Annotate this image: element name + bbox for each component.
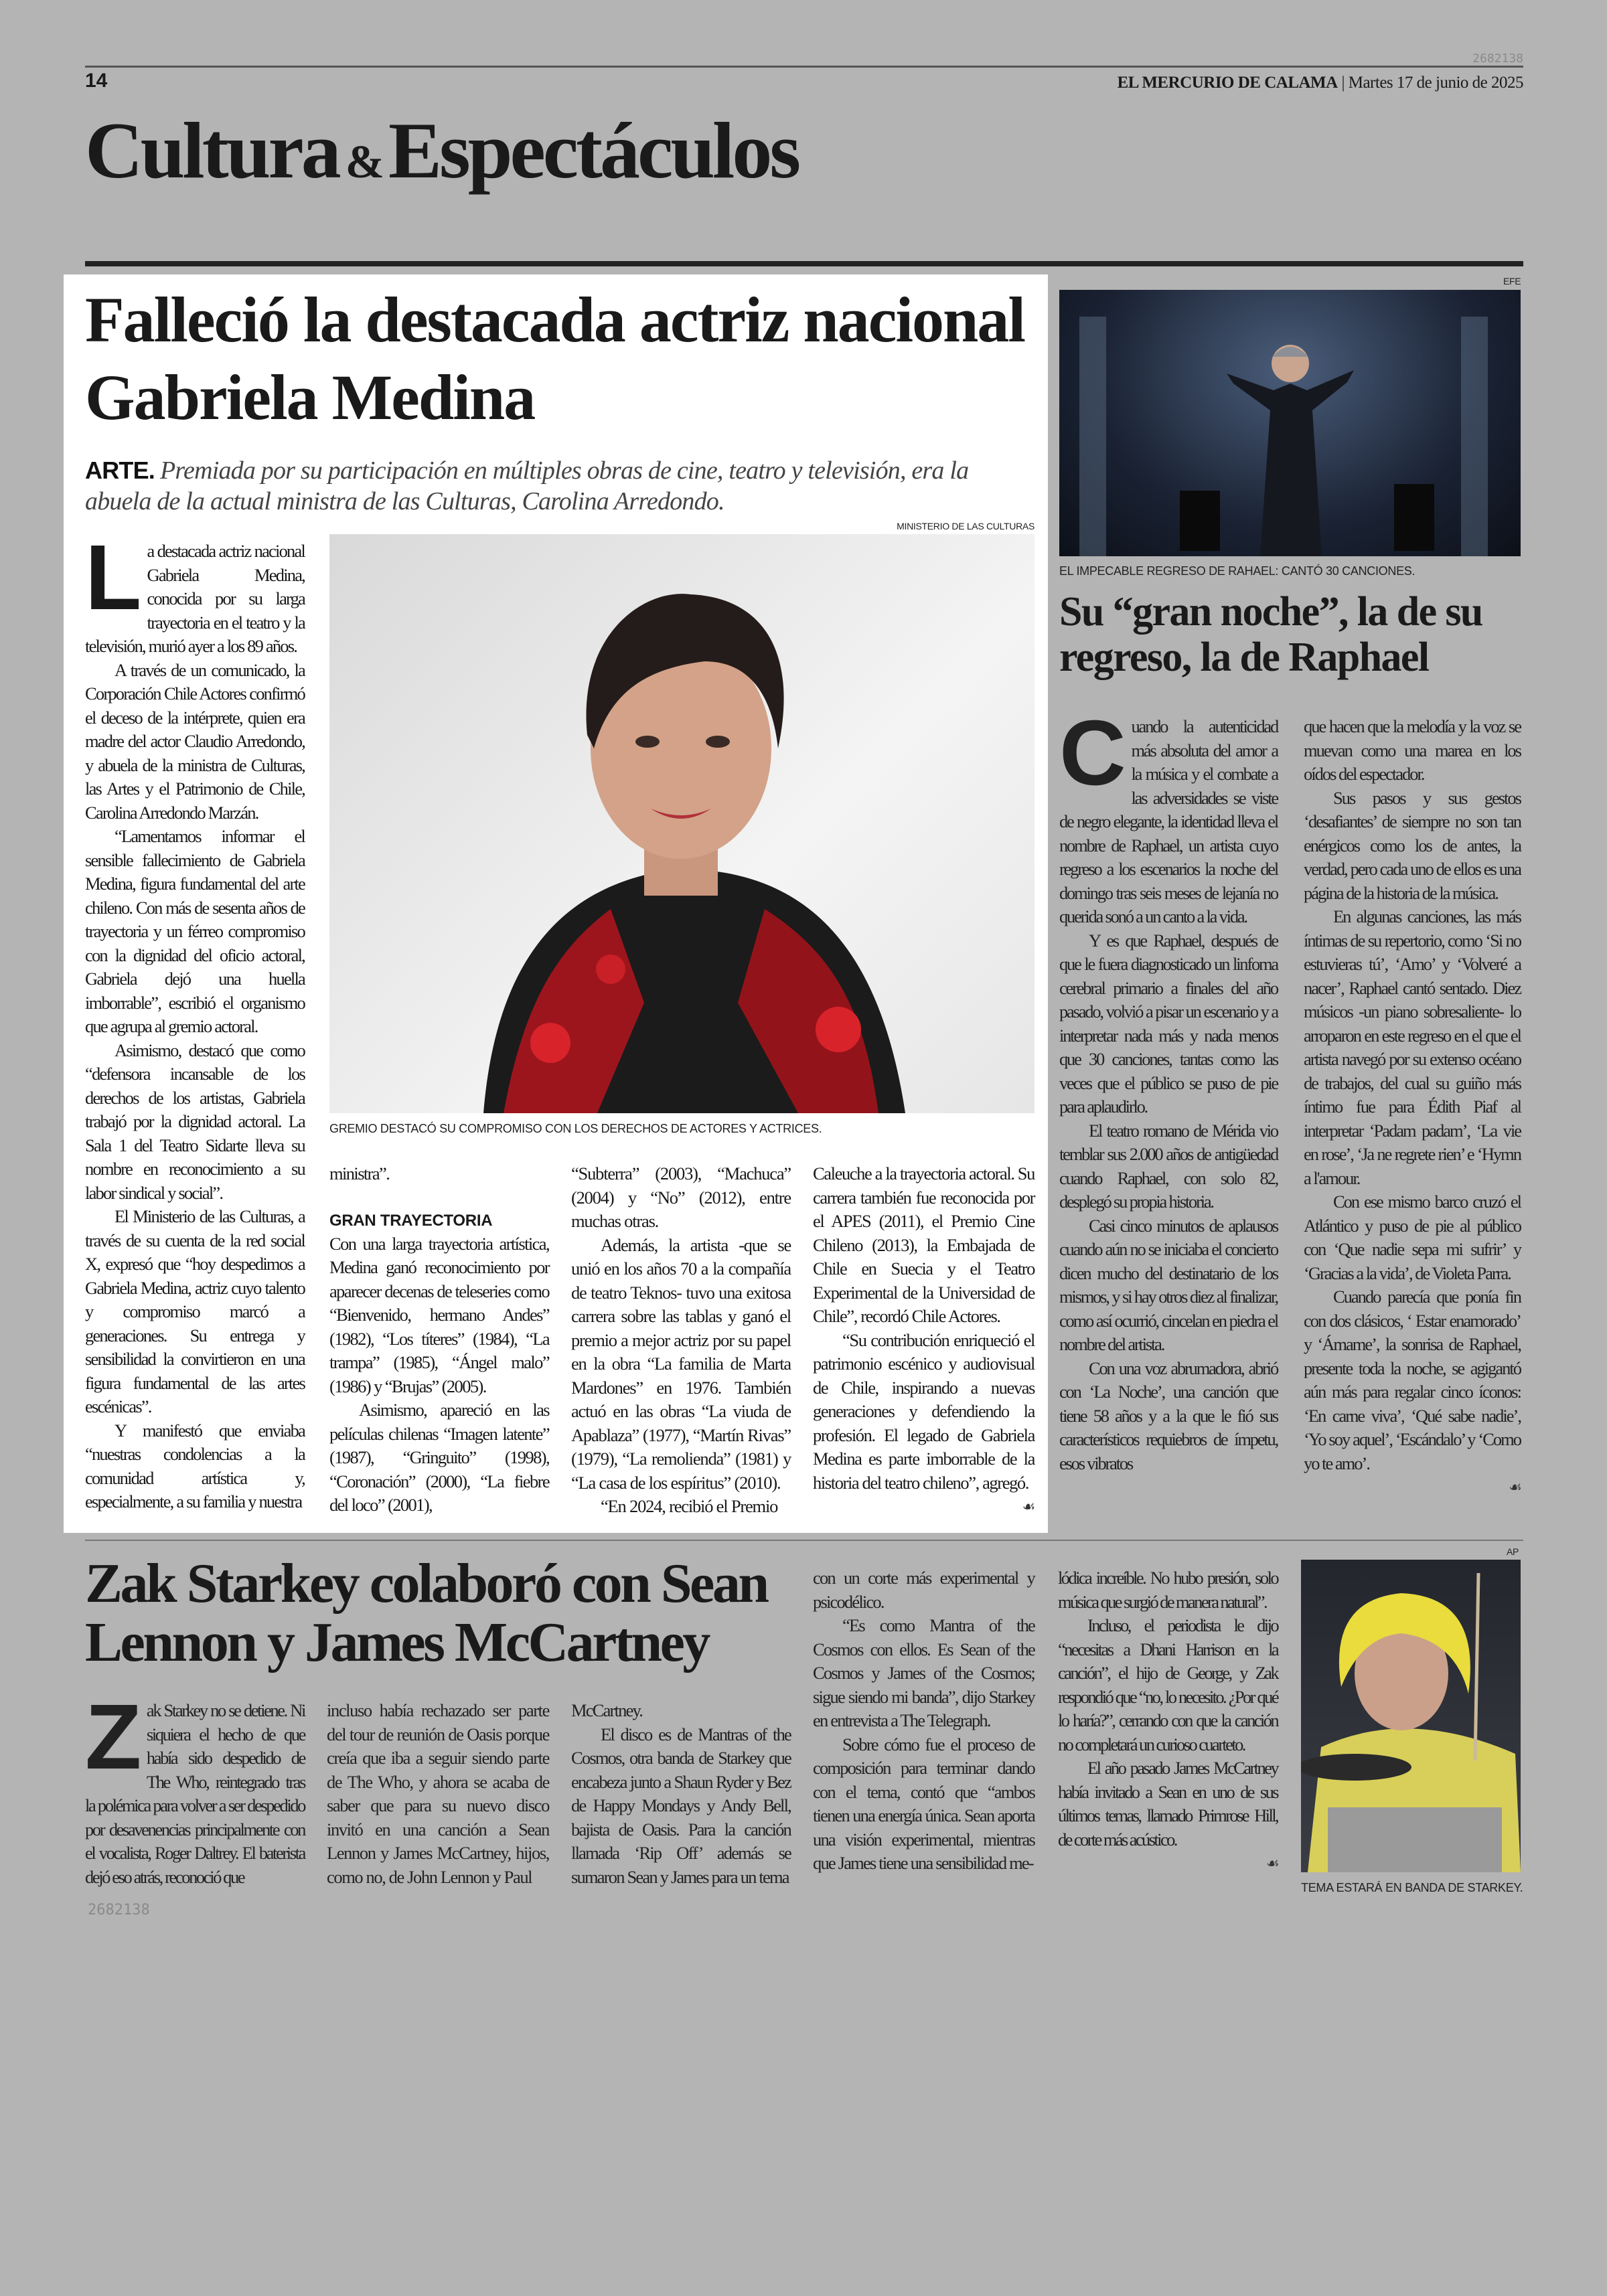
paragraphs xyxy=(813,1162,1035,1495)
paragraph: “En 2024, recibió el Premio xyxy=(601,1496,778,1516)
starkey-column-2 xyxy=(327,1699,549,1889)
gabriela-medina-photo xyxy=(329,534,1035,1113)
paragraph: McCartney. xyxy=(571,1700,643,1720)
paragraph: “Su contribución enriqueció el patrimonio escénico y audiovisual de Chile, inspirando a nuevas generaciones y defendiendo la profesión. El legado de Gabriela Medina es parte imborrable de la historia del teatro chileno”, agregó. xyxy=(813,1329,1035,1493)
paragraph: Cuando parecía que ponía fin con dos clásicos, ‘ Estar enamorado’ y ‘Ámame’, la sonrisa de Raphael, presente toda la noche, se agigantó aún más para regalar cinco íconos: ‘En carne viva’, ‘Qué sabe nadie’, ‘Yo soy aquel’, ‘Escándalo’ y ‘Como yo te amo’. xyxy=(1304,1287,1521,1473)
paragraph: Sobre cómo fue el proceso de composición para terminar dando con el tema, contó que “ambos tienen una energía única. Sean aporta una visión experimental, mientras que James tiene una sensibilidad me- xyxy=(813,1734,1035,1873)
deck-kicker: ARTE. xyxy=(85,457,155,484)
paragraphs xyxy=(1059,929,1278,1476)
starkey-column-1 xyxy=(85,1686,305,1889)
starkey-column-4 xyxy=(813,1566,1035,1876)
section-title-a: Cultura xyxy=(85,106,339,195)
paragraphs xyxy=(329,1162,549,1186)
lead-paragraph xyxy=(1059,702,1278,929)
raphael-photo-credit: EFE xyxy=(1503,276,1521,286)
paragraph: El disco es de Mantras of the Cosmos, otra banda de Starkey que encabeza junto a Shaun Ryder y Bez de Happy Mondays y Andy Bell, bajista de Oasis. Para la canción llamada ‘Rip Off’ además se sumaron Sean y James para un tema xyxy=(571,1724,791,1887)
section-title xyxy=(85,100,798,213)
page-number: 14 xyxy=(85,70,108,92)
section-rule xyxy=(85,261,1523,266)
raphael-column-2 xyxy=(1304,715,1521,1499)
starkey-column-5 xyxy=(1058,1566,1278,1875)
paragraphs xyxy=(1304,715,1521,1475)
paragraph: Asimismo, apareció en las películas chilenas “Imagen latente” (1987), “Gringuito” (1998), “Coronación” (2000), “La fiebre del loco” (2001), xyxy=(329,1400,549,1515)
paragraph: “Subterra” (2003), “Machuca” (2004) y “No” (2012), entre muchas otras. xyxy=(571,1163,791,1231)
lead-paragraph xyxy=(85,1686,305,1889)
raphael-photo xyxy=(1059,290,1521,556)
paragraph: El teatro romano de Mérida vio temblar sus 2.000 años de antigüedad cuando Raphael, con solo 82, desplegó su propia historia. xyxy=(1059,1120,1278,1212)
starkey-column-3 xyxy=(571,1699,791,1889)
paragraphs xyxy=(329,1232,549,1518)
paragraphs xyxy=(1058,1566,1278,1852)
paragraphs xyxy=(85,659,305,1514)
deck-text: Premiada por su participación en múltiples obras de cine, teatro y televisión, era la abuela de la actual ministra de las Culturas, Carolina Arredondo. xyxy=(85,457,969,515)
starkey-headline: Zak Starkey colaboró con Sean Lennon y James McCartney xyxy=(85,1552,767,1673)
section-ampersand: & xyxy=(345,137,382,188)
lead-paragraph xyxy=(85,526,305,659)
paragraph: Con ese mismo barco cruzó el Atlántico y puso de pie al público con ‘Que nadie sepa mi sufrir’ y ‘Gracias a la vida’, de Violeta Parra. xyxy=(1304,1192,1521,1283)
photo-caption: GREMIO DESTACÓ SU COMPROMISO CON LOS DERECHOS DE ACTORES Y ACTRICES. xyxy=(329,1122,822,1135)
drop-cap: Z xyxy=(85,1686,140,1789)
end-mark-icon: ☙ xyxy=(1266,1855,1278,1872)
paragraph: “Es como Mantra of the Cosmos con ellos. Es Sean of the Cosmos y James of the Cosmos; sigue siendo mi banda”, dijo Starkey en entrevista a The Telegraph. xyxy=(813,1615,1035,1730)
paragraph: ministra”. xyxy=(329,1163,390,1183)
photo-credit: MINISTERIO DE LAS CULTURAS xyxy=(897,521,1035,531)
publication-date: Martes 17 de junio de 2025 xyxy=(1348,74,1523,92)
end-mark-icon: ☙ xyxy=(1022,1498,1035,1515)
starkey-photo-credit: AP xyxy=(1507,1546,1519,1557)
starkey-caption: TEMA ESTARÁ EN BANDA DE STARKEY. xyxy=(1301,1881,1523,1894)
paragraph: A través de un comunicado, la Corporación Chile Actores confirmó el deceso de la intérprete, quien era madre del actor Claudio Arredondo, y abuela de la ministra de Culturas, las Artes y el Patrimonio de Chile, Carolina Arredondo Marzán. xyxy=(85,659,305,823)
paragraph: con un corte más experimental y psicodélico. xyxy=(813,1568,1035,1612)
paragraph: Y manifestó que enviaba “nuestras condolencias a la comunidad artística y, especialmente, a su familia y nuestra xyxy=(85,1420,305,1511)
main-column-4 xyxy=(813,1162,1035,1518)
raphael-column-1 xyxy=(1059,702,1278,1475)
lead-text: a destacada actriz nacional Gabriela Medina, conocida por su larga trayectoria en el teatro y la televisión, murió ayer a los 89 años. xyxy=(85,541,305,656)
drop-cap: L xyxy=(85,526,141,629)
paragraphs xyxy=(327,1699,549,1889)
paragraph: Casi cinco minutos de aplausos cuando aún no se iniciaba el concierto dicen mucho del destinatario de los mismos, y si hay otros diez al finalizar, como así ocurrió, cincelan en piedra el nombre del artista. xyxy=(1059,1215,1278,1354)
main-column-2 xyxy=(329,1162,549,1518)
lead-text: uando la autenticidad más absoluta del amor a la música y el combate a las adversidades se viste de negro elegante, la identidad lleva el nombre de Raphael, un artista cuyo regreso a los escenarios la noche del domingo tras seis meses de lejanía no querida sonó a un canto a la vida. xyxy=(1059,716,1278,926)
paragraph: El Ministerio de las Culturas, a través de su cuenta de la red social X, expresó que “hoy despedimos a Gabriela Medina, actriz cuyo talento y compromiso marcó a generaciones. Su entrega y sensibilidad la convirtieron en una figura fundamental de las artes escénicas”. xyxy=(85,1206,305,1416)
main-headline: Falleció la destacada actriz nacional Gabriela Medina xyxy=(85,284,1025,433)
page-code: 2682138 xyxy=(1472,52,1523,66)
concert-illustration xyxy=(1059,290,1521,556)
paragraph: Asimismo, destacó que como “defensora incansable de los derechos de los artistas, Gabriela trabajó por la dignidad actoral. La Sala 1 del Teatro Sidarte lleva su nombre en reconocimiento a su labor sindical y social”. xyxy=(85,1040,305,1203)
main-deck xyxy=(85,455,1036,517)
paragraph: Con una voz abrumadora, abrió con ‘La Noche’, una canción que tiene 58 años y a la que le fió sus característicos requiebros de ímpetu, esos vibratos xyxy=(1059,1358,1278,1473)
paragraph: Además, la artista -que se unió en los años 70 a la compañía de teatro Teknos- tuvo una exitosa carrera sobre las tablas y ganó el premio a mejor actriz por su papel en la obra “La familia de Marta Mardones” en 1976. También actuó en las obras “La viuda de Apablaza” (1977), “Martín Rivas” (1979), “La remolienda” (1981) y “La casa de los espíritus” (2010). xyxy=(571,1234,791,1493)
paragraph: En algunas canciones, las más íntimas de su repertorio, como ‘Si no estuvieras tú’, ‘Amo’ y ‘Volveré a nacer’, Raphael cantó sentado. Diez músicos -un piano sobresaliente- lo arroparon en este regreso en el que el artista navegó por su extenso océano de trabajos, del cual su guiño más íntimo fue para Édith Piaf al interpretar ‘Padam padam’, ‘La vie en rose’, ‘Ja ne regrete rien’ e ‘Hymn a l'amour. xyxy=(1304,906,1521,1188)
portrait-illustration xyxy=(329,534,1035,1113)
paragraph: lódica increíble. No hubo presión, solo música que surgió de manera natural”. xyxy=(1058,1568,1278,1612)
paragraph: Sus pasos y sus gestos ‘desafiantes’ de siempre no son tan enérgicos como los de antes, la verdad, pero cada uno de ellos es una página de la historia de la música. xyxy=(1304,787,1521,903)
paragraph: incluso había rechazado ser parte del tour de reunión de Oasis porque creía que iba a seguir siendo parte de The Who, y ahora se acaba de saber que para su nuevo disco invitó en una canción a Sean Lennon y James McCartney, hijos, como no, de John Lennon y Paul xyxy=(327,1700,549,1887)
header-rule xyxy=(85,66,1523,68)
paragraphs xyxy=(813,1566,1035,1876)
paragraph: El año pasado James McCartney había invitado a Sean en uno de sus últimos temas, llamado Primrose Hill, de corte más acústico. xyxy=(1058,1758,1278,1850)
paragraph: Y es que Raphael, después de que le fuera diagnosticado un linfoma cerebral primario a finales del año pasado, volvió a pisar un escenario y a interpretar nada más y nada menos que 30 canciones, tantas como las veces que el público se puso de pie para aplaudirlo. xyxy=(1059,930,1278,1117)
article-divider xyxy=(85,1540,1523,1541)
drop-cap: C xyxy=(1059,702,1125,805)
publication-line xyxy=(1118,74,1523,92)
lead-text: ak Starkey no se detiene. Ni siquiera el hecho de que había sido despedido de The Who, reintegrado tras la polémica para volver a ser despedido por desavenencias principalmente con el vocalista, Roger Daltrey. El baterista dejó eso atrás, reconoció que xyxy=(85,1700,305,1887)
separator: | xyxy=(1341,74,1345,92)
page-code-bottom: 2682138 xyxy=(88,1902,150,1918)
paragraphs xyxy=(571,1699,791,1889)
paragraph: “Lamentamos informar el sensible fallecimiento de Gabriela Medina, figura fundamental del arte chileno. Con más de sesenta años de trayectoria y un férreo compromiso con la dignidad del oficio actoral, Gabriela dejó una huella imborrable”, escribió el organismo que agrupa al gremio actoral. xyxy=(85,826,305,1036)
main-column-3 xyxy=(571,1162,791,1519)
main-column-1 xyxy=(85,526,305,1514)
paragraph: Caleuche a la trayectoria actoral. Su carrera también fue reconocida por el APES (2011), el Premio Cine Chileno (2013), la Embajada de Chile en Suecia y el Teatro Experimental de la Universidad de Chile”, recordó Chile Actores. xyxy=(813,1163,1035,1326)
drummer-illustration xyxy=(1301,1560,1521,1872)
paragraphs xyxy=(571,1162,791,1519)
end-mark-icon: ☙ xyxy=(1509,1479,1521,1495)
section-title-b: Espectáculos xyxy=(388,106,799,195)
subhead: GRAN TRAYECTORIA xyxy=(329,1211,493,1230)
publication-name: EL MERCURIO DE CALAMA xyxy=(1117,74,1338,92)
paragraph: Incluso, el periodista le dijo “necesitas a Dhani Harrison en la canción”, el hijo de George, y Zak respondió que “no, lo necesito. ¿Por qué lo haría?”, cerrando con que la canción no completará un curioso cuarteto. xyxy=(1058,1615,1278,1754)
raphael-headline: Su “gran noche”, la de su regreso, la de Raphael xyxy=(1059,589,1482,680)
paragraph: que hacen que la melodía y la voz se muevan como una marea en los oídos del espectador. xyxy=(1304,716,1521,784)
paragraph: Con una larga trayectoria artística, Medina ganó reconocimiento por aparecer decenas de teleseries como “Bienvenido, hermano Andes” (1982), “Los títeres” (1984), “La trampa” (1985), “Ángel malo” (1986) y “Brujas” (2005). xyxy=(329,1233,549,1396)
raphael-caption: EL IMPECABLE REGRESO DE RAHAEL: CANTÓ 30 CANCIONES. xyxy=(1059,564,1415,578)
starkey-photo xyxy=(1301,1560,1521,1872)
